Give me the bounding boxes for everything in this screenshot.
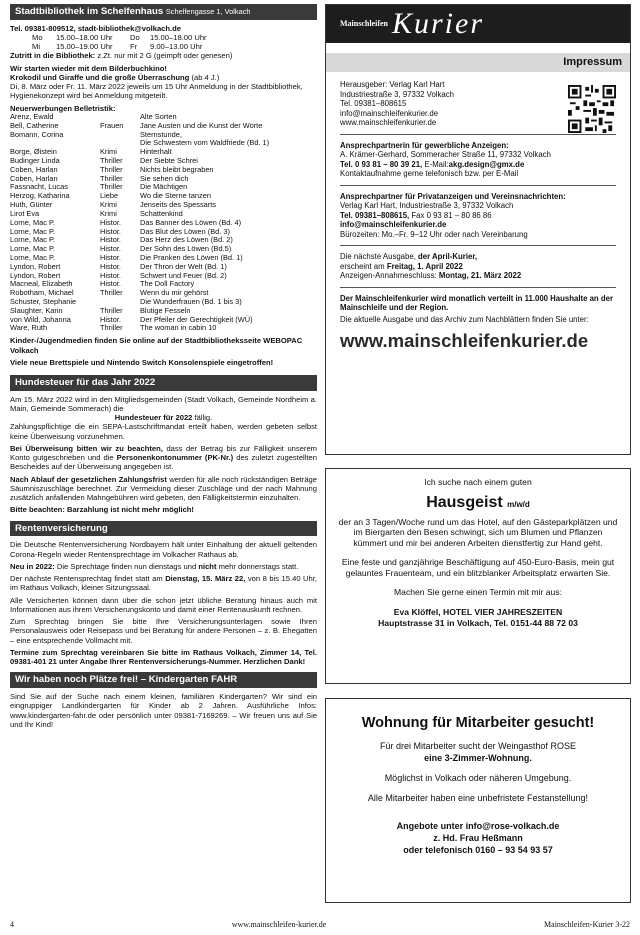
housekeeper-ad: [325, 468, 631, 684]
book-title: Blutige Fesseln: [140, 305, 191, 315]
website-link[interactable]: www.mainschleifenkurier.de: [340, 330, 589, 352]
book-author: Fassnacht, Lucas: [10, 182, 68, 192]
book-author: von Wild, Johanna: [10, 314, 71, 324]
ads-contact-heading: Ansprechpartnerin für gewerbliche Anzeigen:: [340, 140, 509, 150]
book-title: Sternstunde,: [140, 129, 182, 139]
right-column: [325, 4, 631, 903]
book-author: Huth, Günter: [10, 200, 53, 210]
publisher-name: Herausgeber: Verlag Karl Hart: [340, 80, 445, 90]
ad-description: der an 3 Tagen/Woche rund um das Hotel, auf den Gästeparkplätzen und im Biergarten den Besen schwingt, sich um Blumen und Pflanzen kümmert und mir bei anderen Arbeiten dienstfertig zur Hand geht.: [338, 517, 618, 548]
book-genre: Krimi: [100, 200, 117, 210]
book-title: Jane Austen und die Kunst der Worte: [140, 120, 263, 130]
ad-deadline: Anzeigen-Annahmeschluss: Montag, 21. März 2022: [340, 271, 522, 281]
book-genre: Thriller: [100, 156, 123, 166]
book-author: Coben, Harlan: [10, 164, 58, 174]
housing-ad-contact: Angebote unter info@rose-volkach.de: [396, 820, 560, 831]
book-title: Schattenkind: [140, 208, 183, 218]
divider: [340, 287, 616, 288]
ad-title: Hausgeist m/w/d: [426, 494, 530, 512]
hours-time: 15.00–19.00 Uhr: [56, 42, 113, 52]
publisher-tel: Tel. 09381–808615: [340, 99, 407, 109]
book-title: Die Schwestern vom Waldfriede (Bd. 1): [140, 138, 270, 148]
picture-book-text: Di, 8. März oder Fr. 11. März 2022 jeweils um 15 Uhr Anmeldung in der Stadtbibliothek, Hygienekonzept wird bei Anmeldung mitgeteilt.: [10, 82, 303, 101]
book-author: Lorne, Mac P.: [10, 226, 56, 236]
dog-tax-p4: Nach Ablauf der gesetzlichen Zahlungsfrist werden für alle noch rückständigen Beträge Säumniszuschläge berechnet. Zur Vermeidung dieser Zuschläge und der nach Mahnung zusätzlich anfallenden Mahngebühren wird gebeten, den Fälligkeitstermin einzuhalten.: [10, 474, 317, 503]
hours-day: Mi: [32, 42, 41, 52]
book-title: Sie sehen dich: [140, 173, 189, 183]
pension-p5: Zum Sprechtag bringen Sie bitte Ihre Versicherungsunterlagen sowie Ihren Personalausweis oder Reisepass und bei Beratung für andere Personen – z. B. Ehegatten – eine entsprechende Vollmacht mit.: [10, 617, 317, 645]
impressum-box: [325, 4, 631, 455]
next-issue-date: erscheint am Freitag, 1. April 2022: [340, 261, 463, 271]
housing-ad-contact: z. Hd. Frau Heßmann: [433, 832, 523, 843]
book-author: Lorne, Mac P.: [10, 252, 56, 262]
book-title: Der Thron der Welt (Bd. 1): [140, 261, 227, 271]
book-genre: Histor.: [100, 226, 121, 236]
book-genre: Thriller: [100, 173, 123, 183]
book-title: Wenn du mir gehörst: [140, 288, 209, 298]
library-heading: [10, 4, 317, 20]
publisher-web[interactable]: www.mainschleifenkurier.de: [340, 118, 437, 128]
ads-email-link[interactable]: akg.design@gmx.de: [448, 159, 525, 169]
book-author: Bell, Catherine: [10, 120, 59, 130]
book-author: Ware, Ruth: [10, 323, 48, 333]
book-row: [10, 324, 317, 333]
library-hours: [10, 33, 317, 52]
book-author: Lorne, Mac P.: [10, 235, 56, 245]
page-number: 4: [10, 920, 14, 929]
book-author: Macneal, Elizabeth: [10, 279, 73, 289]
book-title: Die Pranken des Löwen (Bd. 1): [140, 252, 243, 262]
book-title: Der Pfeiler der Gerechtigkeit (WÜ): [140, 314, 253, 324]
library-section: [10, 24, 317, 367]
games-note: Viele neue Brettspiele und Nintendo Switch Konsolenspiele eingetroffen!: [10, 357, 274, 367]
book-title: Das Blut des Löwen (Bd. 3): [140, 226, 230, 236]
dog-tax-p3: Bei Überweisung bitten wir zu beachten, dass der Betrag bis zur Fälligkeit unserem Konto gutgeschrieben und die Personenkontonummer (PK-Nr.) des zuletzt zugestellten Bescheides auf der Überweisung angegeben ist.: [10, 443, 317, 472]
pension-p1: Die Deutsche Rentenversicherung Nordbayern hält unter Einhaltung der aktuell geltenden Corona-Regeln wieder Rentensprechtage im Volkacher Rathaus ab.: [10, 540, 317, 559]
private-email-link[interactable]: info@mainschleifenkurier.de: [340, 220, 447, 230]
book-author: Lyndon, Robert: [10, 270, 61, 280]
left-column: [10, 4, 317, 729]
picture-book-title: Krokodil und Giraffe und die große Überraschung (ab 4 J.): [10, 72, 220, 82]
hours-time: 15.00–18.00 Uhr: [56, 32, 113, 42]
book-genre: Histor.: [100, 261, 121, 271]
dog-tax-p2: Zahlungspflichtige die ein SEPA-Lastschriftmandat erteilt haben, werden gebeten selbst keine Überweisung vorzunehmen.: [10, 422, 317, 441]
book-genre: Frauen: [100, 120, 124, 130]
book-author: Arenz, Ewald: [10, 111, 54, 121]
book-title: Das Banner des Löwen (Bd. 4): [140, 217, 242, 227]
book-genre: Liebe: [100, 191, 119, 201]
kids-note: Kinder-/Jugendmedien finden Sie online auf der Stadtbibliotheksseite WEBOPAC Volkach: [10, 336, 303, 355]
private-contact-heading: Ansprechpartner für Privatanzeigen und Vereinsnachrichten:: [340, 191, 566, 201]
book-genre: [100, 131, 140, 140]
book-author: Herzog, Katharina: [10, 191, 70, 201]
picture-book-heading: Wir starten wieder mit dem Bilderbuchkino!: [10, 63, 167, 73]
hours-day: Fr: [130, 42, 138, 52]
archive-note: Die aktuelle Ausgabe und das Archiv zum Nachblättern finden Sie unter:: [340, 314, 589, 324]
dog-tax-heading: Hundesteuer für das Jahr 2022: [10, 375, 317, 391]
housing-ad-line: Möglichst in Volkach oder näheren Umgebung.: [384, 772, 572, 783]
ads-contact-address: A. Krämer-Gerhard, Sommeracher Straße 11, 97332 Volkach: [340, 150, 551, 160]
book-author: Lorne, Mac P.: [10, 244, 56, 254]
book-genre: Histor.: [100, 314, 121, 324]
library-contact: Tel. 09381-809512, stadt-bibliothek@volkach.de: [10, 23, 182, 33]
book-author: Budinger Linda: [10, 156, 60, 166]
book-author: Coben, Harlan: [10, 173, 58, 183]
book-title: Der Sohn des Löwen (Bd.5): [140, 244, 232, 254]
book-author: Lirot Eva: [10, 208, 40, 218]
housing-ad-line: Für drei Mitarbeiter sucht der Weingasthof ROSE: [380, 740, 576, 751]
kindergarten-text: Sind Sie auf der Suche nach einem kleinen, familiären Kindergarten? Wir sind ein eingruppiger Landkindergarten für Kinder ab 2 Jahren. Ausführliche Infos: www.kindergarten-fahr.de oder persönlich unter 09381-7169269. – Wir freuen uns auf Sie und Ihr Kind!: [10, 692, 317, 729]
book-author: Lyndon, Robert: [10, 261, 61, 271]
book-author: Slaughter, Karin: [10, 305, 63, 315]
book-genre: Thriller: [100, 288, 123, 298]
library-title: Stadtbibliothek im Schelfenhaus: [15, 6, 164, 17]
publisher-address: Industriestraße 3, 97332 Volkach: [340, 89, 454, 99]
publisher-email[interactable]: info@mainschleifenkurier.de: [340, 108, 439, 118]
pension-p3: Der nächste Rentensprechtag findet statt am Dienstag, 15. März 22, von 8 bis 15.40 Uhr, im Rathaus Volkach, kleiner Sitzungssaal.: [10, 574, 317, 593]
book-title: Schwert und Feuer (Bd. 2): [140, 270, 227, 280]
book-title: Nichts bleibt begraben: [140, 164, 214, 174]
book-author: Lorne, Mac P.: [10, 217, 56, 227]
ad-contact-name: Eva Klöffel, HOTEL VIER JAHRESZEITEN: [393, 606, 563, 617]
distribution-note: Der Mainschleifenkurier wird monatlich verteilt in 11.000 Haushalte an der Mainschleife und der Region.: [340, 293, 613, 313]
office-hours: Bürozeiten: Mo.–Fr. 9–12 Uhr oder nach Vereinbarung: [340, 229, 528, 239]
pension-section: [10, 540, 317, 666]
dog-tax-due: Hundesteuer für 2022 fällig.: [114, 413, 213, 423]
book-genre: Krimi: [100, 208, 117, 218]
book-genre: Krimi: [100, 147, 117, 157]
book-title: Wo die Sterne tanzen: [140, 191, 211, 201]
divider: [340, 185, 616, 186]
book-title: Die Wunderfrauen (Bd. 1 bis 3): [140, 297, 242, 307]
logo-small-text: Mainschleifen: [340, 19, 388, 29]
housing-ad-contact: oder telefonisch 0160 – 93 54 93 57: [403, 844, 553, 855]
ads-contact-note: Kontaktaufnahme gerne telefonisch bzw. per E-Mail: [340, 169, 519, 179]
footer-url[interactable]: www.mainschleifen-kurier.de: [231, 920, 327, 929]
next-issue: Die nächste Ausgabe, der April-Kurier,: [340, 252, 478, 262]
divider: [340, 245, 616, 246]
book-author: Robotham, Michael: [10, 288, 74, 298]
book-genre: Thriller: [100, 182, 123, 192]
ad-benefits: Eine feste und ganzjährige Beschäftigung auf 450-Euro-Basis, mein gut gelauntes Frauenteam, und ein blitzblanker Arbeitsplatz erwarten Sie.: [341, 557, 615, 578]
footer-issue: Mainschleifen-Kurier 3-22: [544, 920, 630, 929]
housing-ad-line: eine 3-Zimmer-Wohnung.: [424, 752, 532, 763]
ads-contact-tel: Tel. 0 93 81 – 80 39 21, E-Mail:akg.design@gmx.de: [340, 159, 525, 169]
qr-code-icon: [568, 85, 616, 133]
kindergarten-heading: Wir haben noch Plätze frei! – Kindergarten FAHR: [10, 672, 317, 688]
new-books-table: [10, 113, 317, 333]
housing-ad: [325, 698, 631, 903]
pension-heading: Rentenversicherung: [10, 521, 317, 537]
book-genre: Thriller: [100, 305, 123, 315]
ad-intro: Ich suche nach einem guten: [424, 477, 532, 487]
private-contact-tel: Tel. 09381–808615, Fax 0 93 81 – 80 86 86: [340, 210, 492, 220]
book-genre: Histor.: [100, 244, 121, 254]
book-author: Borge, Øistein: [10, 147, 57, 157]
ad-call-to-action: Machen Sie gerne einen Termin mit mir aus:: [394, 587, 562, 598]
book-genre: Histor.: [100, 279, 121, 289]
book-title: Hinterhalt: [140, 147, 172, 157]
library-address: Schelfengasse 1, Volkach: [165, 7, 251, 16]
divider: [340, 134, 616, 135]
book-title: Jenseits des Spessarts: [140, 200, 216, 210]
book-title: Der Siebte Schrei: [140, 156, 198, 166]
pension-p4: Alle Versicherten können dann über die schon jetzt übliche Beratung hinaus auch mit Informationen aus ihrem Versicherungskonto und damit einer Rentenauskunft rechnen.: [10, 595, 317, 614]
book-title: Das Herz des Löwen (Bd. 2): [140, 235, 233, 245]
book-genre: Histor.: [100, 270, 121, 280]
kurier-logo: [326, 5, 630, 43]
page-footer: [10, 920, 630, 930]
dog-tax-p5: Bitte beachten: Barzahlung ist nicht mehr möglich!: [10, 505, 194, 515]
book-title: The woman in cabin 10: [140, 323, 217, 333]
book-author: Schuster, Stephanie: [10, 297, 77, 307]
housing-ad-line: Alle Mitarbeiter haben eine unbefristete Festanstellung!: [367, 792, 589, 803]
book-genre: Histor.: [100, 235, 121, 245]
ad-contact-address: Hauptstrasse 31 in Volkach, Tel. 0151-44 88 72 03: [378, 618, 578, 629]
hours-day: Mo: [32, 32, 43, 42]
impressum-title: Impressum: [326, 53, 630, 72]
logo-big-text: Kurier: [392, 6, 485, 40]
hours-time: 15.00–18.00 Uhr: [150, 32, 207, 42]
pension-p6: Termine zum Sprechtag vereinbaren Sie bitte im Rathaus Volkach, Zimmer 14, Tel. 09381-401 21 unter Angabe Ihrer Rentenversicherungs-Nummer. Herzlichen Dank!: [10, 647, 317, 667]
new-books-heading: Neuerwerbungen Belletristik:: [10, 103, 116, 113]
book-genre: Thriller: [100, 164, 123, 174]
book-author: Bomann, Corina: [10, 129, 64, 139]
private-contact-address: Verlag Karl Hart, Industriestraße 3, 97332 Volkach: [340, 201, 514, 211]
hours-day: Do: [130, 32, 140, 42]
book-title: The Doll Factory: [140, 279, 195, 289]
book-title: Die Mächtigen: [140, 182, 188, 192]
hours-time: 9.00–13.00 Uhr: [150, 42, 203, 52]
library-access: Zutritt in die Bibliothek: z.Zt. nur mit 2 G (geimpft oder genesen): [10, 51, 233, 61]
book-title: Alte Sorten: [140, 111, 177, 121]
pension-p2: Neu in 2022: Die Sprechtage finden nun dienstags und nicht mehr donnerstags statt.: [10, 561, 299, 571]
dog-tax-p1: Am 15. März 2022 wird in den Mitgliedsgemeinden (Stadt Volkach, Gemeinde Nordheim a. Main, Gemeinde Sommerach) die: [10, 394, 317, 413]
dog-tax-section: [10, 395, 317, 515]
book-genre: Histor.: [100, 252, 121, 262]
book-genre: Histor.: [100, 217, 121, 227]
book-genre: Thriller: [100, 323, 123, 333]
housing-ad-title: Wohnung für Mitarbeiter gesucht!: [361, 715, 595, 731]
